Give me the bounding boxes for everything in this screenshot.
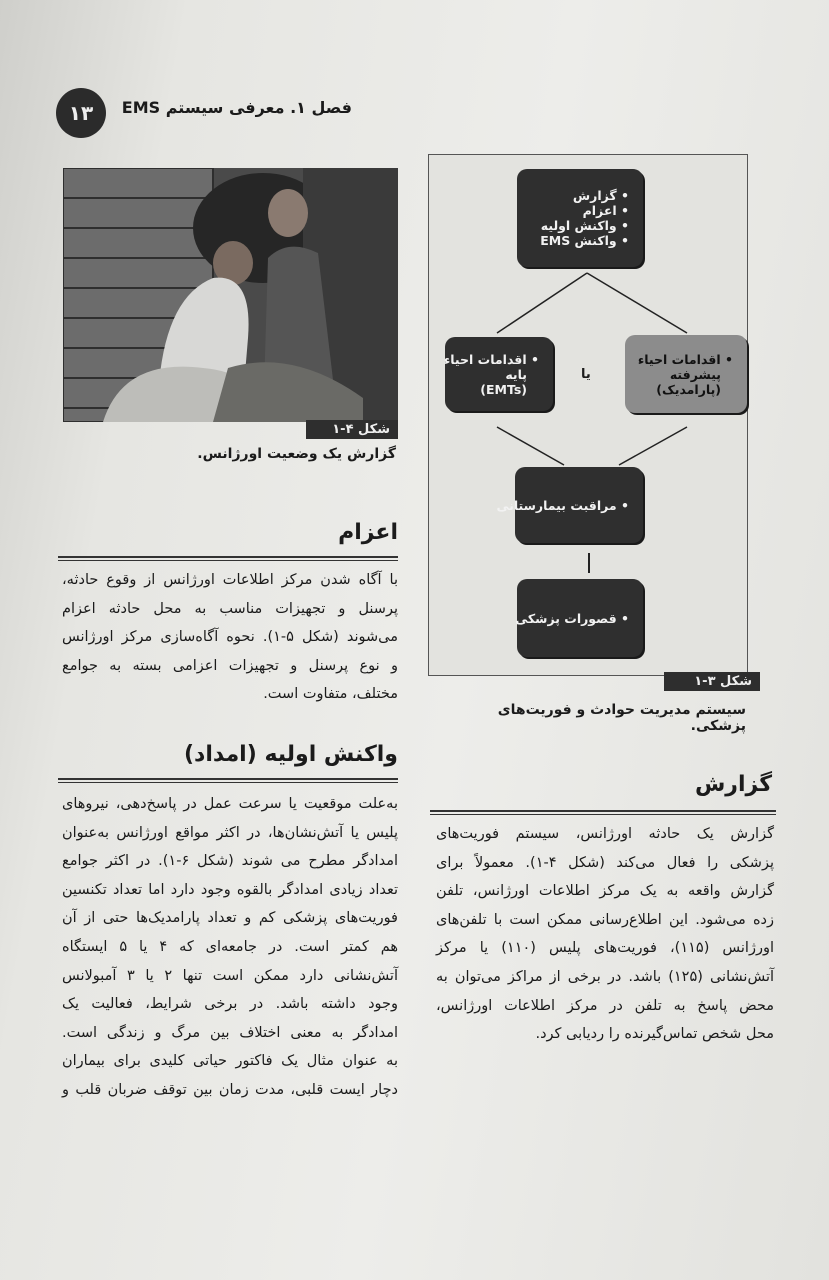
node-hospital-care — [496, 467, 643, 543]
node-item-cont: پایه (EMTs) — [480, 366, 527, 397]
node-item-cont: پیشرفته — [669, 366, 721, 382]
text-line: به عنوان مثال یک فاکتور حیاتی کلیدی برای بیماران — [62, 1053, 398, 1070]
text-line: تعداد زیادی امدادگر بالقوه وجود دارد اما تعداد تکنسین — [62, 881, 398, 898]
text-line: وجود داشته باشد. در برخی شرایط، فعالیت یک — [62, 996, 398, 1013]
section-rule-report — [430, 810, 776, 815]
text-line: محل شخص تماس‌گیرنده را ردیابی کرد. — [535, 1026, 774, 1043]
text-line: فوریت‌های پزشکی کم و تعداد پارامدیک‌ها حتی از آن — [62, 910, 398, 927]
chapter-title: فصل ۱. معرفی سیستم EMS — [121, 98, 352, 117]
node-basic-life-support — [445, 337, 553, 411]
figure-caption-right: سیستم مدیریت حوادث و فوریت‌های پزشکی. — [497, 702, 746, 734]
or-label: یا — [581, 367, 591, 382]
text-line: امدادگر به معنی اختلاف بین مرگ و زندگی است. — [62, 1024, 398, 1041]
node-item: • مراقبت بیمارستانی — [529, 498, 629, 513]
report-paragraph — [436, 820, 774, 1049]
photo-illustration — [63, 168, 398, 422]
figure-label-left: شکل ۴-۱ — [306, 420, 398, 439]
text-line: پزشکی را فعال می‌کند (شکل ۴-۱). معمولاً برای — [436, 854, 774, 871]
section-title-first-response: واکنش اولیه (امداد) — [183, 742, 398, 767]
node-advanced-life-support — [625, 335, 747, 413]
text-line: می‌شوند (شکل ۵-۱). نحوه آگاه‌سازی مرکز اورژانس — [62, 629, 399, 646]
text-line: با آگاه شدن مرکز اطلاعات اورژانس از وقوع حادثه، — [62, 572, 398, 588]
page-number: ۱۳ — [56, 88, 106, 138]
first-response-paragraph — [62, 790, 398, 1105]
text-line: و نوع پرسنل و تجهیزات اعزامی بسته به جوامع — [62, 657, 398, 674]
node-item: • واکنش اولیه — [531, 218, 629, 233]
text-line: پرسنل و تجهیزات مناسب به محل حادثه اعزام — [62, 600, 398, 617]
text-line: آتش‌نشانی دارد ممکن است تنها ۲ یا ۳ آمبولانس — [62, 967, 398, 984]
dispatch-paragraph — [62, 566, 398, 709]
node-initial-steps — [517, 169, 643, 267]
figure-caption-left: گزارش یک وضعیت اورژانس. — [197, 446, 396, 462]
text-line: امدادگر مطرح می شوند (شکل ۶-۱). در اکثر جوامع — [62, 853, 398, 870]
text-line: گزارش واقعه به یک مرکز اطلاعات اورژانس، تلفن — [436, 883, 774, 900]
section-title-dispatch: اعزام — [338, 520, 398, 545]
section-rule-first-response — [58, 778, 398, 783]
node-medical-malpractice — [517, 579, 643, 657]
text-line: اورژانس (۱۱۵)، فوریت‌های پلیس (۱۱۰) یا مرکز — [436, 940, 774, 957]
emergency-call-photo — [63, 168, 398, 422]
page-header — [56, 88, 356, 138]
figure-label-right: شکل ۳-۱ — [664, 672, 760, 691]
node-item: • گزارش — [531, 188, 629, 203]
text-line: هم کمتر است. در جامعه‌ای که ۴ یا ۵ ایستگاه — [62, 938, 399, 955]
text-line: مختلف، متفاوت است. — [263, 686, 398, 703]
text-line: دچار ایست قلبی، مدت زمان بین توقف ضربان قلب و — [62, 1081, 398, 1098]
node-item: • اعزام — [531, 203, 629, 218]
text-line: زده می‌شود. این اطلاع‌رسانی ممکن است با تلفن‌های — [436, 911, 774, 928]
text-line: به‌علت موقعیت یا سرعت عمل در پاسخ‌دهی، نیروهای — [62, 796, 398, 812]
text-line: گزارش یک حادثه اورژانس، سیستم فوریت‌های — [436, 826, 774, 842]
text-line: پلیس یا آتش‌نشان‌ها، در اکثر مواقع اورژانس به‌عنوان — [62, 824, 398, 841]
section-title-report: گزارش — [694, 772, 772, 797]
node-item: • واکنش EMS — [531, 233, 629, 248]
text-line: محض پاسخ به تلفن در مرکز اطلاعات اورژانس، — [436, 997, 774, 1014]
ems-flow-diagram — [428, 154, 748, 676]
node-item: • اقدامات احیاء — [639, 352, 733, 367]
node-item-cont: (پارامدیک) — [656, 381, 721, 397]
node-item: • اقدامات احیاء — [459, 352, 539, 367]
text-line: آتش‌نشانی (۱۲۵) باشد. در برخی از مراکز می‌توان به — [436, 968, 775, 985]
section-rule-dispatch — [58, 556, 398, 561]
node-item: • قصورات پزشکی — [531, 611, 629, 626]
